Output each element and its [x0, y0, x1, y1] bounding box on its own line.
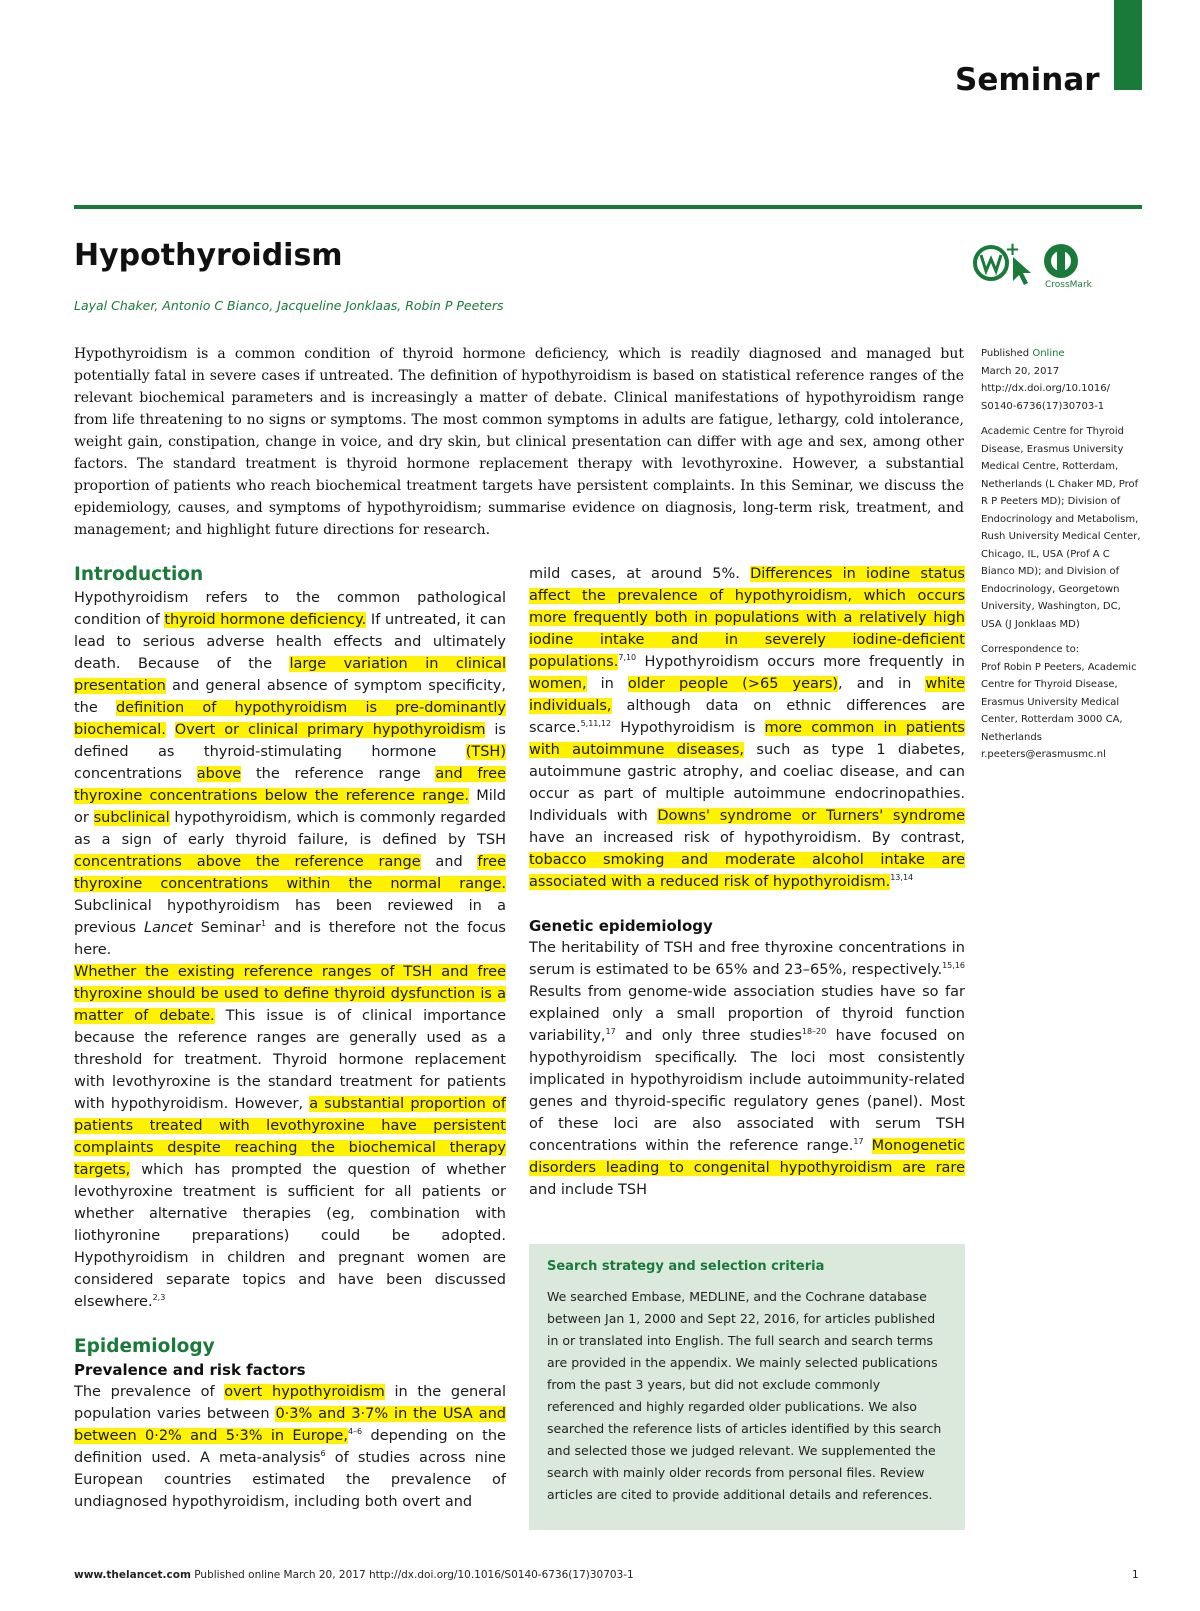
article-title: Hypothyroidism [74, 238, 343, 273]
page-footer: www.thelancet.com Published online March 20, 2017 http://dx.doi.org/10.1016/S0140-6736(17)30703-1 [74, 1569, 634, 1581]
publication-info: Published Online March 20, 2017 http://dx.doi.org/10.1016/ S0140-6736(17)30703-1 [981, 348, 1110, 412]
intro-paragraph: Hypothyroidism refers to the common pathological condition of thyroid hormone deficiency. If untreated, it can lead to serious adverse health effects and ultimately death. Because of the large variation in clinical presentation and general absence of symptom specificity, the definition of hypothyroidism is pre-dominantly biochemical. Overt or clinical primary hypothyroidism is defined as thyroid-stimulating hormone (TSH) concentrations above the reference range and free thyroxine concentrations below the reference range. Mild or subclinical hypothyroidism, which is commonly regarded as a sign of early thyroid failure, is defined by TSH concentrations above the reference range and free thyroxine concentrations within the normal range. Subclinical hypothyroidism has been reviewed in a previous Lancet Seminar$^1$ and is therefore not the focus here. [74, 590, 507, 958]
prevalence-continued: mild cases, at around 5%. Differences in iodine status affect the prevalence of hypothyroidism, which occurs more frequently both in populations with a relatively high iodine intake and in severely iodine-deficient populations.$^{7,10}$ Hypothyroidism occurs more frequently in women, in older people (>65 years), and in white individuals, although data on ethnic differences are scarce.$^{5,11,12}$ Hypothyroidism is more common in patients with autoimmune diseases, such as type 1 diabetes, autoimmune gastric atrophy, and coeliac disease, and can occur as part of multiple autoimmune endocrinopathies. Individuals with Downs' syndrome or Turners' syndrome have an increased risk of hypothyroidism. By contrast, tobacco smoking and moderate alcohol intake are associated with a reduced risk of hypothyroidism.$^{13,14}$ [529, 566, 966, 890]
panel-title: Search strategy and selection criteria [547, 1259, 825, 1274]
article-badges [973, 241, 1093, 289]
email-link[interactable]: r.peeters@erasmusmc.nl [981, 749, 1106, 760]
panel-text: We searched Embase, MEDLINE, and the Cochrane database between Jan 1, 2000 and Sept 22, 2016, for articles published in or translated into English. The full search and search terms are provided in the appendix. We mainly selected publications from the past 3 years, but did not exclude commonly referenced and highly regarded older publications. We also searched the reference lists of articles identified by this search and selected those we judged relevant. We supplemented the search with mainly older records from personal files. Review articles are cited to provide additional details and references. [547, 1289, 942, 1502]
debate-paragraph: Whether the existing reference ranges of TSH and free thyroxine should be used to define thyroid dysfunction is a matter of debate. This issue is of clinical importance because the reference ranges are generally used as a threshold for treatment. Thyroid hormone replacement with levothyroxine is the standard treatment for patients with hypothyroidism. However, a substantial proportion of patients treated with levothyroxine have persistent complaints despite reaching the biochemical therapy targets, which has prompted the question of whether levothyroxine treatment is sufficient for all patients or whether alternative therapies (eg, combination with liothyronine preparations) could be adopted. Hypothyroidism in children and pregnant women are considered separate topics and have been discussed elsewhere.$^{2,3}$ [74, 964, 506, 1310]
correspondence: Correspondence to: Prof Robin P Peeters, Academic Centre for Thyroid Disease, Erasmus University Medical Center, Rotterdam 3000 CA, Netherlands r.peeters@erasmusmc.nl [981, 644, 1137, 760]
svg-text:+: + [1005, 241, 1021, 260]
cursor-icon [1013, 257, 1031, 285]
genetic-paragraph: The heritability of TSH and free thyroxine concentrations in serum is estimated to be 65% and 23–65%, respectively.$^{15,16}$ Results from genome-wide association studies have so far explained only a small proportion of thyroid function variability,$^{17}$ and only three studies$^{18-20}$ have focused on hypothyroidism specifically. The loci most consistently implicated in hypothyroidism include autoimmunity-related genes and thyroid-specific regulatory genes (panel). Most of these loci are also associated with serum TSH concentrations within the reference range.$^{17}$ Monogenetic disorders leading to congenital hypothyroidism are rare and include TSH [529, 940, 966, 1198]
doi-link[interactable]: http://dx.doi.org/10.1016/ S0140-6736(17)30703-1 [981, 383, 1110, 412]
column-left [74, 563, 506, 1513]
site-link[interactable]: www.thelancet.com [74, 1569, 191, 1581]
header-rule [74, 205, 1142, 209]
heading-introduction: Introduction [74, 564, 204, 585]
page-number: 1 [1132, 1569, 1139, 1581]
crossmark-icon[interactable] [1044, 244, 1093, 289]
author-list: Layal Chaker, Antonio C Bianco, Jacqueline Jonklaas, Robin P Peeters [74, 298, 504, 313]
crossmark-label: CrossMark [1045, 280, 1092, 289]
section-label: Seminar [955, 62, 1100, 98]
heading-epidemiology: Epidemiology [74, 1336, 215, 1357]
heading-prevalence: Prevalence and risk factors [74, 1361, 306, 1379]
prevalence-paragraph: The prevalence of overt hypothyroidism in the general population varies between 0·3% and 3·7% in the USA and between 0·2% and 5·3% in Europe,$^{4-6}$ depending on the definition used. A meta-analysis$^6$ of studies across nine European countries estimated the prevalence of undiagnosed hypothyroidism, including both overt and [74, 1384, 506, 1510]
column-right [529, 563, 965, 1201]
abstract: Hypothyroidism is a common condition of thyroid hormone deficiency, which is readily diagnosed and managed but potentially fatal in severe cases if untreated. The definition of hypothyroidism is based on statistical reference ranges of the relevant biochemical parameters and is increasingly a matter of debate. Clinical manifestations of hypothyroidism range from life threatening to no signs or symptoms. The most common symptoms in adults are fatigue, lethargy, cold intolerance, weight gain, constipation, change in voice, and dry skin, but clinical presentation can differ with age and sex, among other factors. The standard treatment is thyroid hormone replacement therapy with levothyroxine. However, a substantial proportion of patients who reach biochemical treatment targets have persistent complaints. In this Seminar, we discuss the epidemiology, causes, and symptoms of hypothyroidism; summarise evidence on diagnosis, long-term risk, treatment, and management; and highlight future directions for research. [74, 346, 964, 538]
margin-sidebar [981, 345, 1141, 772]
heading-genetic: Genetic epidemiology [529, 917, 713, 935]
online-link[interactable]: Online [1032, 348, 1065, 359]
affiliations: Academic Centre for Thyroid Disease, Erasmus University Medical Centre, Rotterdam, Netherlands (L Chaker MD, Prof R P Peeters MD); Division of Endocrinology and Metabolism, Rush University Medical Center, Chicago, IL, USA (Prof A C Bianco MD); and Division of Endocrinology, Georgetown University, Washington, DC, USA (J Jonklaas MD) [981, 426, 1141, 630]
search-strategy-panel [529, 1244, 965, 1530]
section-color-bar [1114, 0, 1142, 90]
